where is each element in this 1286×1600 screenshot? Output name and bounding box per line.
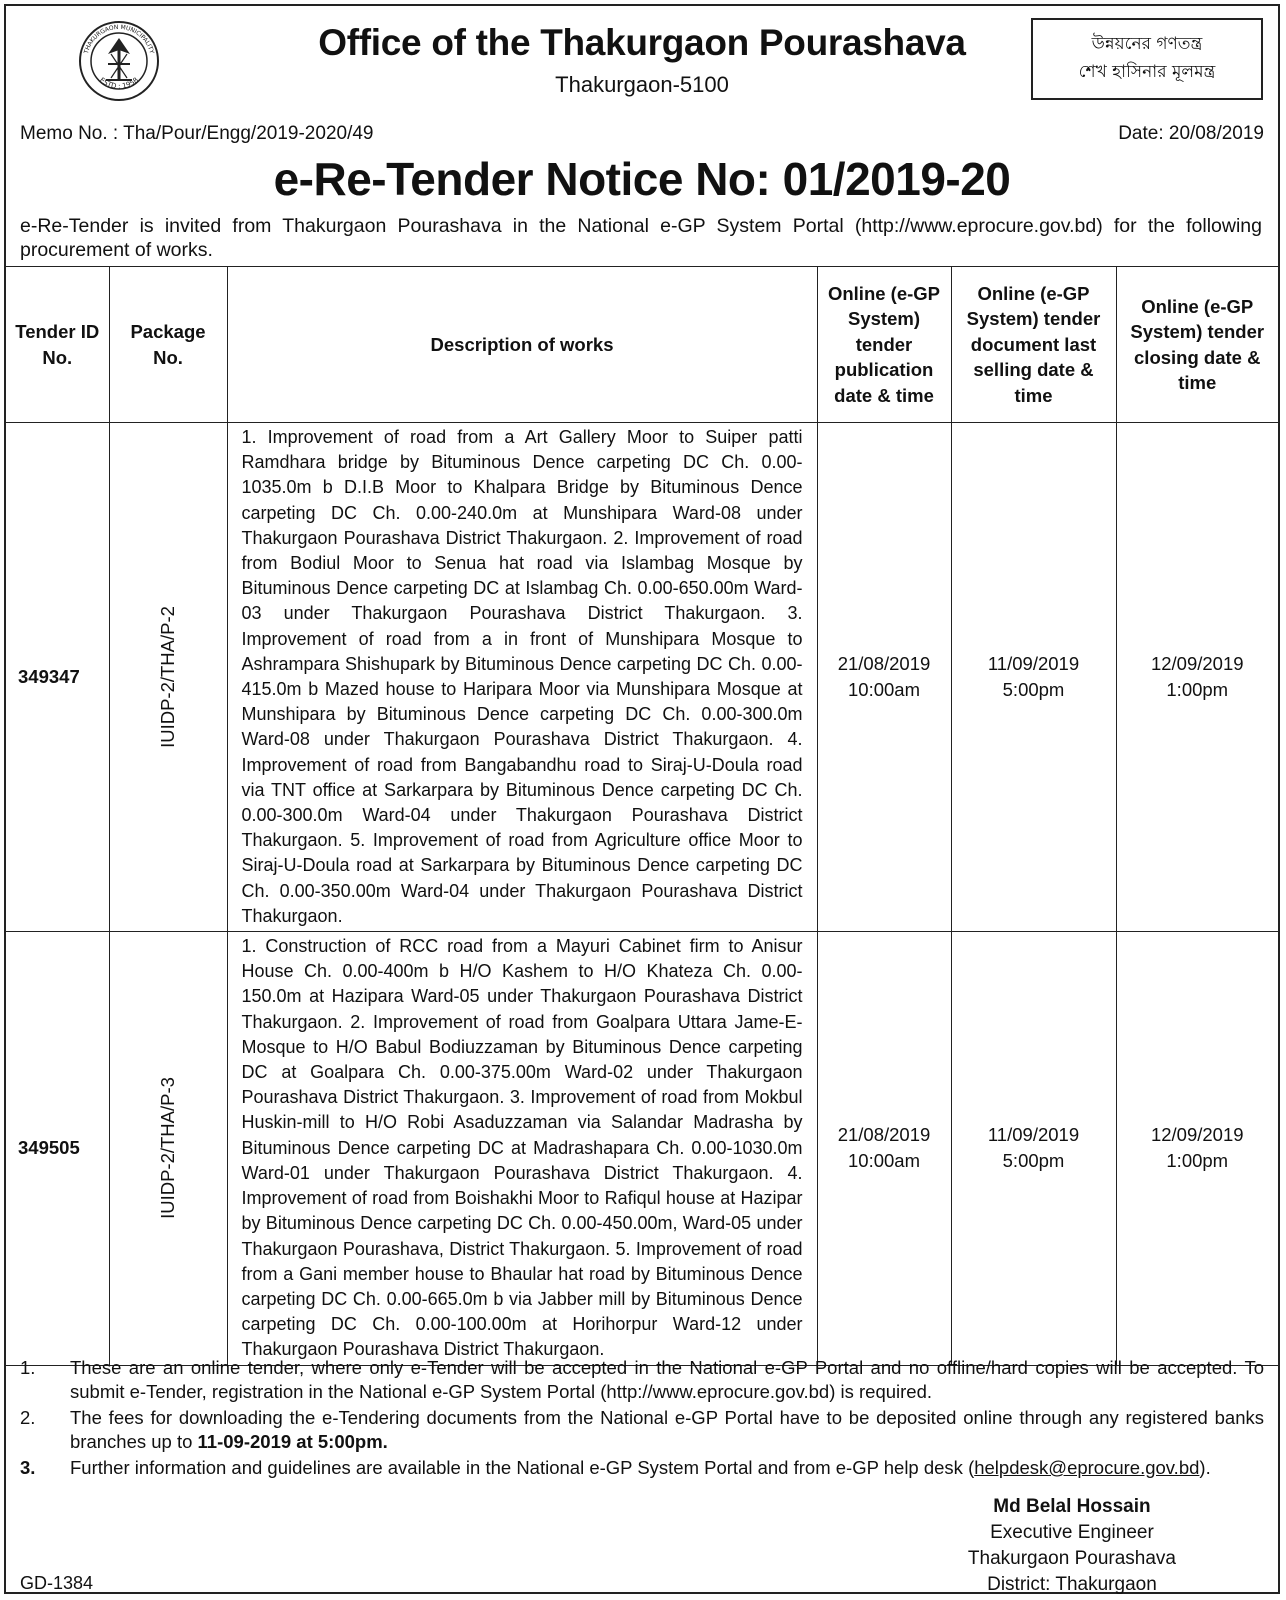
gd-number: GD-1384 [20,1573,94,1593]
intro-paragraph: e-Re-Tender is invited from Thakurgaon Pourashava in the National e-GP System Portal (http://www.eprocure.gov.bd) for the following procurement of works. [20,215,1262,261]
header-description: Description of works [227,267,817,423]
package-cell [109,423,227,932]
notice-title: e-Re-Tender Notice No: 01/2019-20 [273,153,1011,205]
slogan-line-2: শেখ হাসিনার মূলমন্ত্র [1078,62,1216,82]
signatory-office: Thakurgaon Pourashava [967,1548,1176,1569]
notes-list [20,1356,1264,1482]
publication-time: 10:00am [848,679,920,701]
note-text: These are an online tender, where only e-Tender will be accepted in the National e-GP Portal and no offline/hard copies will be accepted. To submit e-Tender, registration in the National e-GP System Portal (http://www.eprocure.gov.bd) is required. [70,1357,1264,1402]
logo-top-text: THAKURGAON MUNICIPALITY [82,23,156,55]
note-number: 2. [20,1407,36,1428]
office-title: Office of the Thakurgaon Pourashava [318,22,966,63]
publication-time: 10:00am [848,1150,920,1172]
tender-notice-page [4,4,1280,1594]
helpdesk-email-link[interactable]: helpdesk@eprocure.gov.bd [974,1457,1200,1478]
note-number: 3. [20,1457,36,1478]
publication-date: 21/08/2019 [837,1124,931,1146]
selling-time: 5:00pm [1002,679,1065,701]
selling-time: 5:00pm [1002,1150,1065,1172]
note-text: The fees for downloading the e-Tendering documents from the National e-GP Portal have to be deposited online through any registered banks branches up to [70,1407,1264,1452]
package-cell [109,932,227,1365]
publication-date: 21/08/2019 [837,653,931,675]
tender-table [6,266,1278,1366]
publication-datetime [817,423,951,932]
signatory-district: District: Thakurgaon [987,1574,1157,1595]
slogan-line-1: উন্নয়নের গণতন্ত্র [1091,34,1203,54]
table-row [6,932,1278,1365]
signature-block [968,1494,1176,1598]
note-text: Further information and guidelines are available in the National e-GP System Portal and from e-GP help desk ( [70,1457,975,1478]
closing-date: 12/09/2019 [1150,653,1244,675]
header-publication: Online (e-GP System) tender publication date & time [817,267,951,423]
header-tender-id: Tender ID No. [6,267,109,423]
table-row [6,423,1278,932]
header-package: Package No. [109,267,227,423]
closing-time: 1:00pm [1166,1150,1229,1172]
publication-datetime [817,932,951,1365]
slogan-box [1031,18,1263,100]
selling-date: 11/09/2019 [987,1124,1080,1146]
note-text-end: ). [1199,1457,1211,1478]
note-number: 1. [20,1357,36,1378]
signatory-designation: Executive Engineer [990,1522,1154,1543]
note-deadline: 11-09-2019 at 5:00pm. [197,1431,388,1452]
package-number: IUIDP-2/THA/P-2 [157,606,178,748]
header-closing: Online (e-GP System) tender closing date & time [1116,267,1278,423]
closing-datetime [1116,932,1278,1365]
signatory-name: Md Belal Hossain [993,1496,1151,1517]
selling-datetime [951,932,1116,1365]
closing-datetime [1116,423,1278,932]
tender-id: 349505 [6,932,109,1365]
description-of-works: 1. Construction of RCC road from a Mayuri Cabinet firm to Anisur House Ch. 0.00-400m b H/O Kashem to H/O Khateza Ch. 0.00-150.0m at Hazipara Ward-05 under Thakurgaon Pourashava District Thakurgaon. 2. Improvement of road from Goalpara Uttara Jame-E-Mosque to H/O Babul Bodiuzzaman by Bituminous Dence carpeting DC at Goalpara Ch. 0.00-375.00m Ward-02 under Thakurgaon Pourashava District Thakurgaon. 3. Improvement of road from Mokbul Huskin-mill to H/O Robi Asaduzzaman via Salandar Madrasha by Bituminous Dence carpeting DC at Madrashapara Ch. 0.00-1030.0m Ward-01 under Thakurgaon Pourashava District Thakurgaon. 4. Improvement of road from Boishakhi Moor to Rafiqul house at Hazipar by Bituminous Dence carpeting DC Ch. 0.00-450.00m, Ward-05 under Thakurgaon Pourashava, District Thakurgaon. 5. Improvement of road from a Gani member house to Bhaular hat road by Bituminous Dence carpeting DC Ch. 0.00-665.0m b via Jabber mill by Bituminous Dence carpeting DC Ch. 0.00-100.00m at Horihorpur Ward-12 under Thakurgaon Pourashava District Thakurgaon. [227,932,817,1365]
tender-id: 349347 [6,423,109,932]
note-item [20,1406,1264,1454]
table-header-row [6,267,1278,423]
header-selling: Online (e-GP System) tender document last selling date & time [951,267,1116,423]
package-number: IUIDP-2/THA/P-3 [157,1077,178,1220]
closing-date: 12/09/2019 [1150,1124,1244,1146]
office-subtitle: Thakurgaon-5100 [555,72,729,97]
description-of-works: 1. Improvement of road from a Art Gallery Moor to Suiper patti Ramdhara bridge by Bituminous Dence carpeting DC Ch. 0.00-1035.0m b D.I.B Moor to Khalpara Bridge by Bituminous Dence carpeting DC Ch. 0.00-240.0m at Munshipara Ward-08 under Thakurgaon Pourashava District Thakurgaon. 2. Improvement of road from Bodiul Moor to Senua hat road via Islambag Mosque by Bituminous Dence carpeting DC at Islambag Ch. 0.00-650.00m Ward-03 under Thakurgaon Pourashava District Thakurgaon. 3. Improvement of road from a in front of Munshipara Mosque to Ashrampara Shishupark by Bituminous Dence carpeting DC Ch. 0.00-415.0m b Mazed house to Haripara Moor via Munshipara Mosque at Munshipara by Bituminous Dence carpeting DC Ch. 0.00-300.0m Ward-08 under Thakurgaon Pourashava District Thakurgaon. 4. Improvement of road from Bangabandhu road to Siraj-U-Doula road via TNT office at Sarkarpara by Bituminous Dence carpeting DC Ch. 0.00-300.0m Ward-04 under Thakurgaon Pourashava District Thakurgaon. 5. Improvement of road from Agriculture office Moor to Siraj-U-Doula road at Sarkarpara by Bituminous Dence carpeting DC Ch. 0.00-350.00m Ward-04 under Thakurgaon Pourashava District Thakurgaon. [227,423,817,932]
selling-datetime [951,423,1116,932]
note-item [20,1356,1264,1404]
closing-time: 1:00pm [1166,679,1229,701]
logo-bottom-text: ESTD : 1958 [97,76,141,91]
note-item [20,1456,1264,1480]
memo-date: Date: 20/08/2019 [1118,123,1264,144]
selling-date: 11/09/2019 [987,653,1080,675]
memo-number: Memo No. : Tha/Pour/Engg/2019-2020/49 [20,123,374,144]
